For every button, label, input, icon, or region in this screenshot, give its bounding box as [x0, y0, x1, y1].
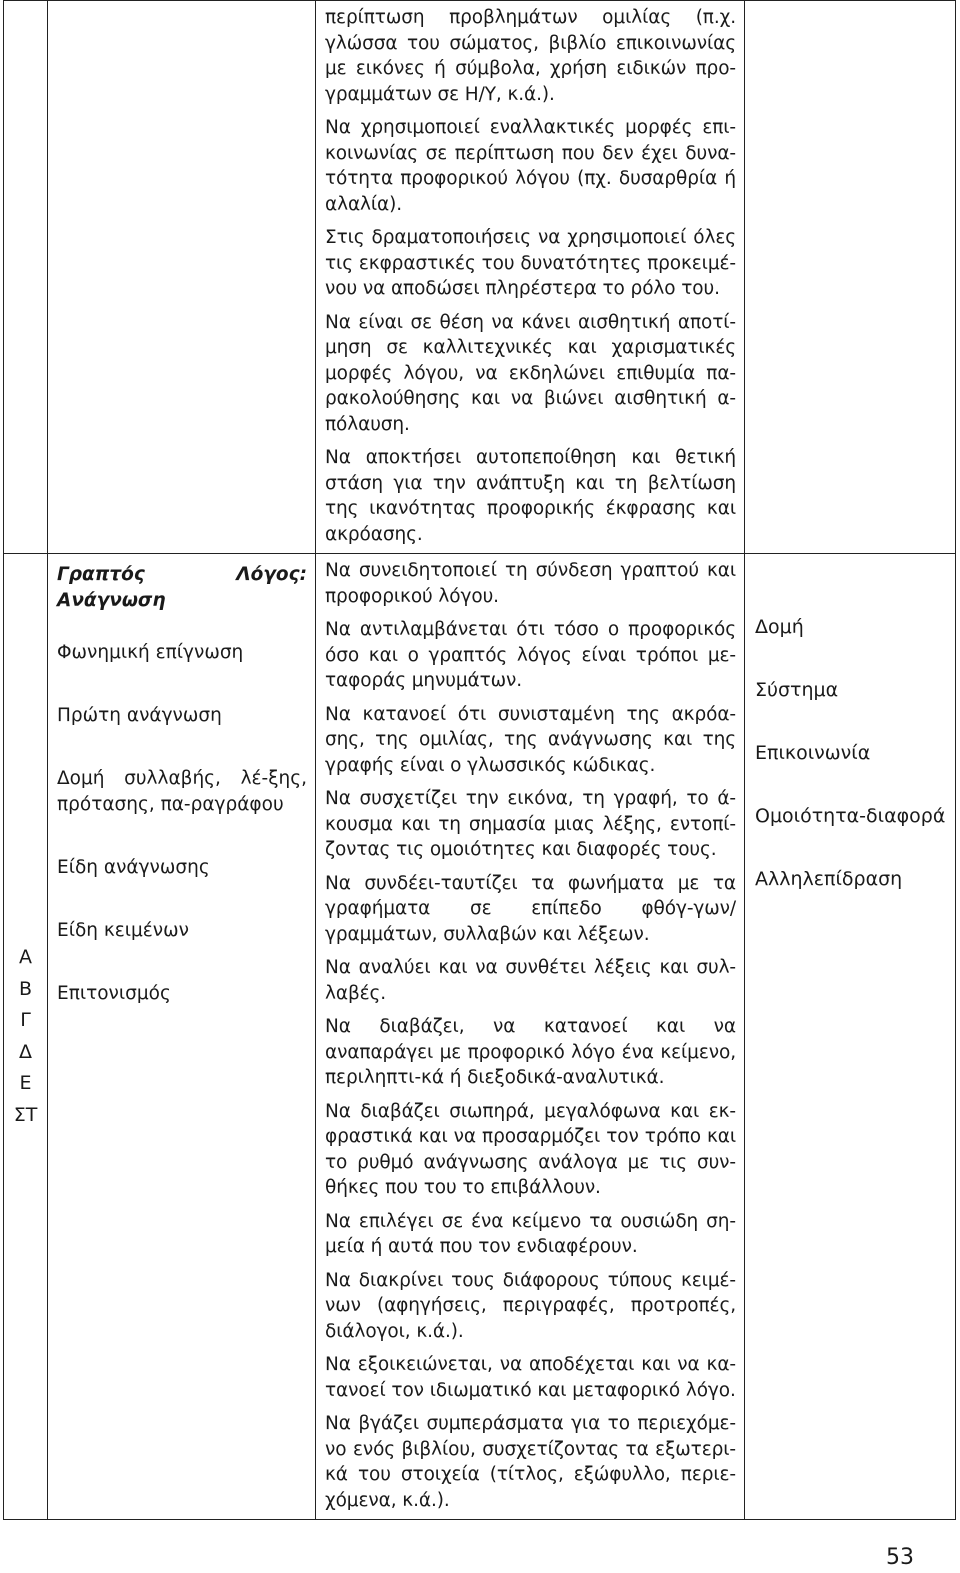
module-item: Επιτονισμός [57, 983, 171, 1004]
concept-item: Επικοινωνία [755, 742, 871, 764]
goal-item: Να βγάζει συμπεράσματα για το περιεχόμε-νο ενός βιβλίου, συσχετίζοντας τα εξωτερι-κά του στοιχεία (τίτλος, εξώφυλλο, περιε-χόμενα, κ.ά.). [325, 1413, 736, 1511]
grade-letter: Ε [19, 1072, 32, 1094]
goal-item: περίπτωση προβλημάτων ομιλίας (π.χ. γλώσσα του σώματος, βιβλίο επικοινωνίας με εικόνες ή σύμβολα, χρήση ειδικών προ-γραμμάτων σε Η/Υ, κ.ά.). [325, 7, 736, 105]
goal-item: Να επιλέγει σε ένα κείμενο τα ουσιώδη ση-μεία ή αυτά που τον ενδιαφέρουν. [325, 1210, 736, 1257]
module-item: Δομή συλλαβής, λέ-ξης, πρότασης, πα-ραγράφου [57, 768, 307, 815]
goal-item: Να αναλύει και να συνθέτει λέξεις και συλ-λαβές. [325, 957, 736, 1004]
goal-item: Να κατανοεί ότι συνισταμένη της ακρόα-σης, της ομιλίας, της ανάγνωσης και της γραφής είναι ο γλωσσικός κώδικας. [325, 703, 736, 776]
goals-cell-continued [316, 1, 745, 554]
module-item: Πρώτη ανάγνωση [57, 705, 222, 726]
concept-item: Δομή [755, 616, 804, 638]
goal-item: Να συνδέει-ταυτίζει τα φωνήματα με τα γραφήματα σε επίπεδο φθόγ-γων/γραμμάτων, συλλαβών και λέξεων. [325, 872, 736, 945]
concepts-cell-empty [745, 1, 956, 554]
goal-item: Να εξοικειώνεται, να αποδέχεται και να κα-τανοεί τον ιδιωματικό και μεταφορικό λόγο. [325, 1354, 736, 1401]
page-number: 53 [886, 1545, 914, 1570]
concept-item: Αλληλεπίδραση [755, 868, 903, 890]
concepts-cell [745, 554, 956, 1520]
grade-list [14, 942, 38, 1131]
grade-letter: Α [19, 946, 32, 968]
goal-item: Να διαβάζει σιωπηρά, μεγαλόφωνα και εκ-φραστικά και να προσαρμόζει τον τρόπο και το ρυθμό ανάγνωσης ανάλογα με τις συν-θήκες που του το επιβάλλουν. [325, 1100, 736, 1198]
module-cell [48, 554, 316, 1520]
module-item: Φωνημική επίγνωση [57, 642, 244, 663]
grade-cell [4, 554, 48, 1520]
goal-item: Να συνειδητοποιεί τη σύνδεση γραπτού και προφορικού λόγου. [325, 560, 736, 607]
module-title: Γραπτός Λόγος: Ανάγνωση [57, 564, 307, 611]
grade-letter: Δ [19, 1040, 32, 1063]
module-item: Είδη ανάγνωσης [57, 857, 210, 878]
concept-item: Ομοιότητα-διαφορά [755, 805, 946, 827]
goal-item: Στις δραματοποιήσεις να χρησιμοποιεί όλες τις εκφραστικές του δυνατότητες προκειμέ-νου να αποδώσει πληρέστερα το ρόλο του. [325, 227, 736, 299]
concept-item: Σύστημα [755, 679, 839, 701]
goal-item: Να χρησιμοποιεί εναλλακτικές μορφές επι-κοινωνίας σε περίπτωση που δεν έχει δυνα-τότητα προφορικού λόγου (πχ. δυσαρθρία ή αλαλία). [325, 117, 736, 215]
grade-cell-empty [4, 1, 48, 554]
grade-letter: ΣΤ [13, 1103, 38, 1126]
goal-item: Να αντιλαμβάνεται ότι τόσο ο προφορικός όσο και ο γραπτός λόγος είναι τρόποι με-ταφοράς μηνυμάτων. [325, 619, 736, 691]
module-item: Είδη κειμένων [57, 920, 189, 941]
curriculum-table [3, 0, 956, 1520]
grade-letter: Β [18, 977, 33, 1000]
goal-item: Να αποκτήσει αυτοπεποίθηση και θετική στάση για την ανάπτυξη και τη βελτίωση της ικανότητας προφορικής έκφρασης και ακρόασης. [325, 447, 736, 545]
module-cell-empty [48, 1, 316, 554]
goal-item: Να διαβάζει, να κατανοεί και να αναπαράγει με προφορικό λόγο ένα κείμενο, περιληπτι-κά ή διεξοδικά-αναλυτικά. [325, 1016, 736, 1088]
table-row-continued [4, 1, 956, 554]
goal-item: Να είναι σε θέση να κάνει αισθητική αποτί-μηση σε καλλιτεχνικές και χαρισματικές μορφές λόγου, να εκδηλώνει επιθυμία πα-ρακολούθησης και να βιώνει αισθητική α-πόλαυση. [325, 311, 736, 435]
goal-item: Να διακρίνει τους διάφορους τύπους κειμέ-νων (αφηγήσεις, περιγραφές, προτροπές, διάλογοι, κ.ά.). [325, 1269, 736, 1342]
goal-item: Να συσχετίζει την εικόνα, τη γραφή, το ά-κουσμα και τη σημασία μιας λέξης, εντοπί-ζοντας τις ομοιότητες και διαφορές τους. [325, 788, 736, 860]
goals-cell [316, 554, 745, 1520]
grade-letter: Γ [20, 1009, 31, 1031]
table-row-reading [4, 554, 956, 1520]
